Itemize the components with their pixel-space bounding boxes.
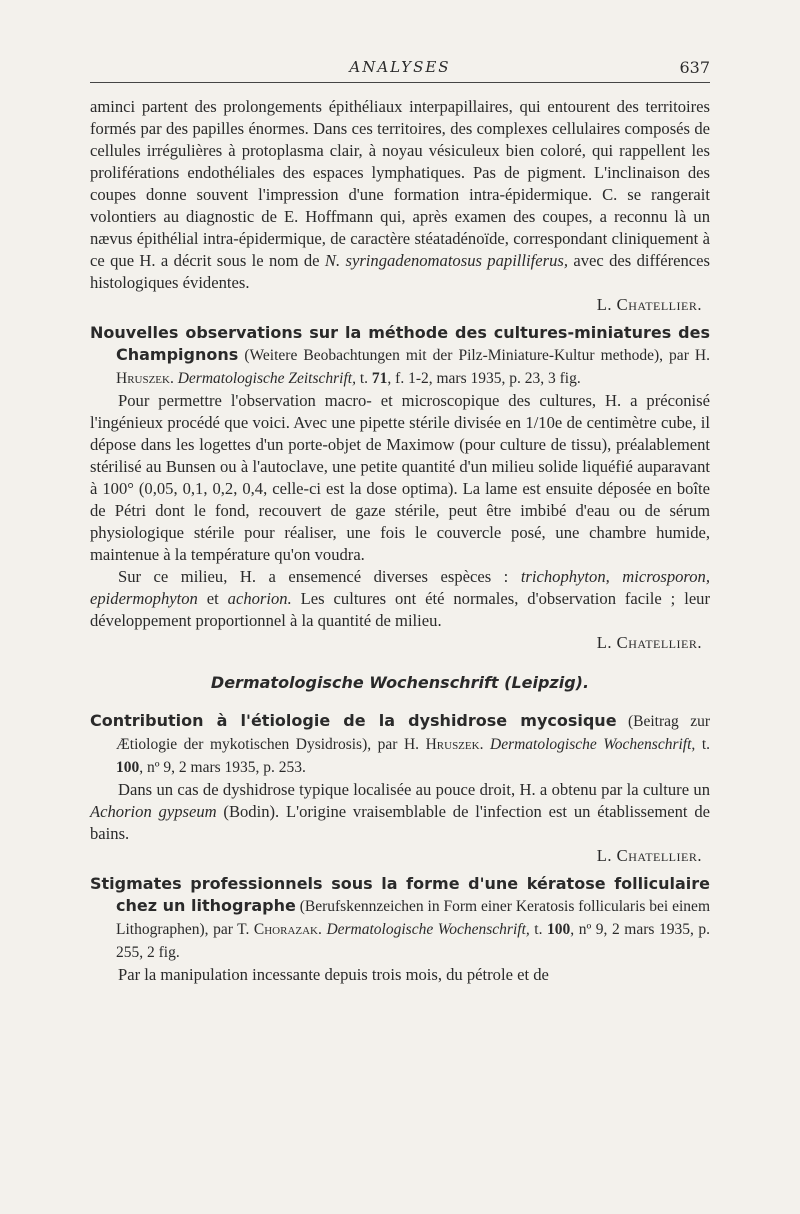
article-title-dyshidrose: Contribution à l'étiologie de la dyshidrose mycosique (Beitrag zur Ætiologie der mykotischen Dysidrosis), par H. Hruszek. Dermatologische Wochenschrift, t. 100, nº 9, 2 mars 1935, p. 253.: [90, 711, 711, 776]
page-content: [90, 96, 710, 986]
signature: L. Chatellier.: [596, 295, 702, 314]
article-paragraph: Par la manipulation incessante depuis trois mois, du pétrole et de: [118, 965, 549, 984]
article-title-cultures: Nouvelles observations sur la méthode des cultures-miniatures des Champignons (Weitere Beobachtungen mit der Pilz-Miniature-Kultur methode), par H. Hruszek. Dermatologische Zeitschrift, t. 71, f. 1-2, mars 1935, p. 23, 3 fig.: [90, 323, 710, 387]
signature: L. Chatellier.: [596, 633, 702, 652]
article-paragraph: Dans un cas de dyshidrose typique localisée au pouce droit, H. a obtenu par la culture un Achorion gypseum (Bodin). L'origine vraisemblable de l'infection est un établissement de bains.: [90, 780, 710, 843]
journal-heading: Dermatologische Wochenschrift (Leipzig).: [210, 673, 590, 692]
header-rule: [90, 82, 710, 83]
article-paragraph: Sur ce milieu, H. a ensemencé diverses espèces : trichophyton, microsporon, epidermophyton et achorion. Les cultures ont été normales, d'observation facile ; leur développement proportionnel à la quantité de milieu.: [90, 567, 711, 630]
continuation-paragraph: aminci partent des prolongements épithéliaux interpapillaires, qui entourent des territoires formés par des papilles énormes. Dans ces territoires, des complexes cellulaires composés de cellules irrégulières à protoplasma clair, à noyau vésiculeux bien coloré, qui rappellent les proliférations endothéliales des espaces lymphatiques. Pas de pigment. L'inclinaison des coupes donne souvent l'impression d'une formation intra-épidermique. C. se rangerait volontiers au diagnostic de E. Hoffmann qui, après examen des coupes, a reconnu là un nævus épithélial intra-épidermique, de caractère stéatadénoïde, correspondant cliniquement à ce que H. a décrit sous le nom de N. syringadenomatosus papilliferus, avec des différences histologiques évidentes.: [90, 97, 710, 292]
running-head: [90, 58, 710, 80]
page-number: 637: [679, 58, 710, 77]
article-title-keratose: Stigmates professionnels sous la forme d'une kératose folliculaire chez un lithographe (Berufskennzeichen in Form einer Keratosis follicularis bei einem Lithographen), par T. Chorazak. Dermatologische Wochenschrift, t. 100, nº 9, 2 mars 1935, p. 255, 2 fig.: [90, 874, 711, 961]
article-paragraph: Pour permettre l'observation macro- et microscopique des cultures, H. a préconisé l'ingénieux procédé que voici. Avec une pipette stérile divisée en 1/10e de centimètre cube, il dépose dans les logettes d'un porte-objet de Maximow (pour culture de tissu), préalablement stérilisé au Bunsen ou à l'autoclave, une petite quantité d'un milieu solide liquéfié auparavant à 100° (0,05, 0,1, 0,2, 0,4, celle-ci est la dose optima). La lame est ensuite déposée en boîte de Pétri dont le fond, recouvert de gaze stérile, peut être imbibé d'eau ou de sérum physiologique stérile pour réaliser, une fois le couvercle posé, une chambre humide, maintenue à la température qu'on voudra.: [90, 391, 710, 564]
running-title: ANALYSES: [349, 58, 451, 76]
signature: L. Chatellier.: [596, 846, 702, 865]
